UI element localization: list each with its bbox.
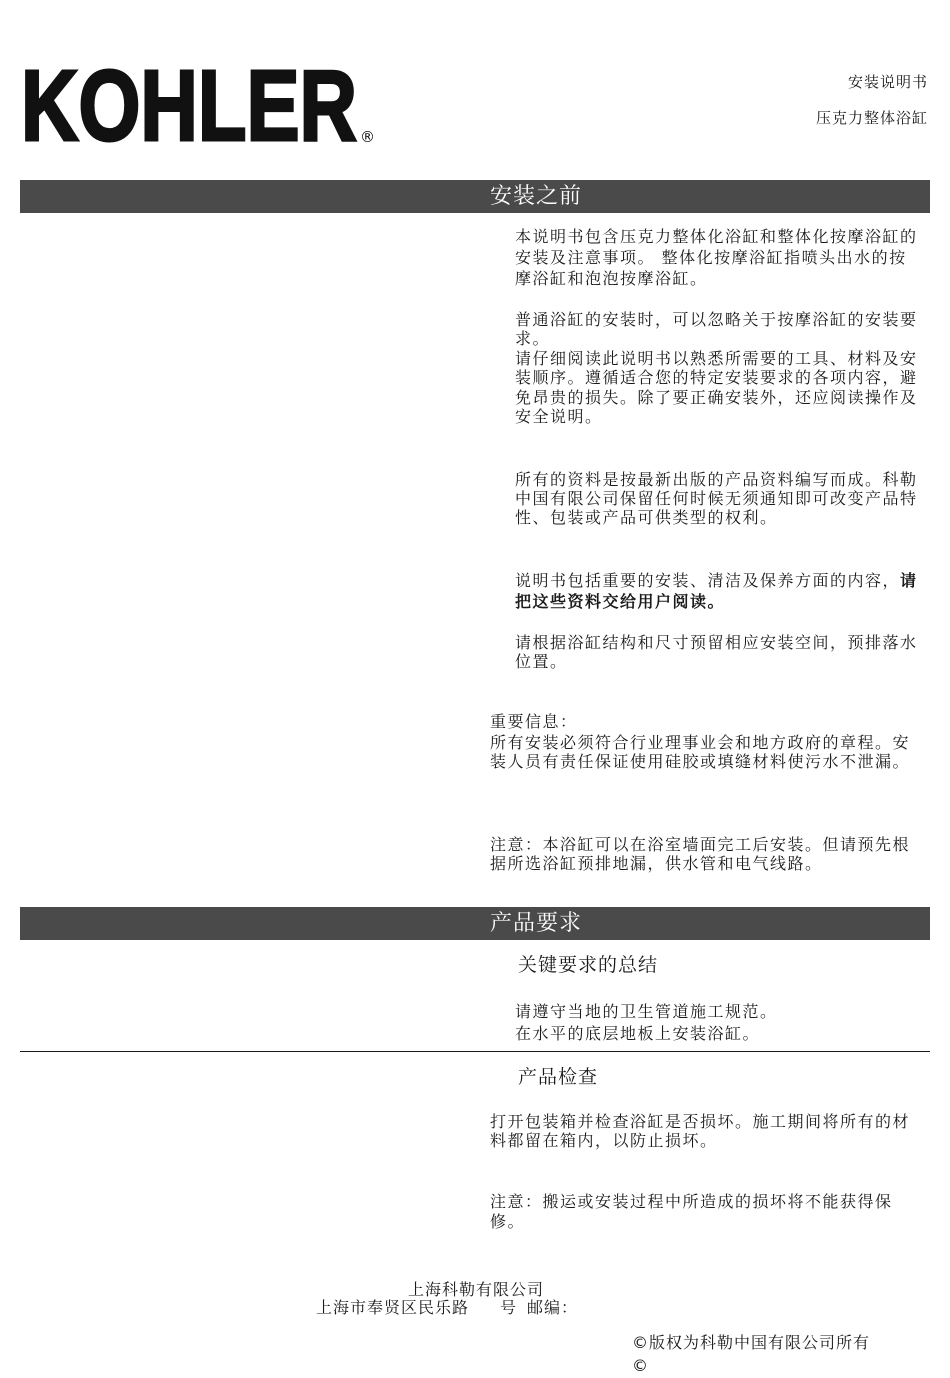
text-line: 请仔细阅读此说明书以熟悉所需要的工具、材料及安 [515,348,918,368]
text-line: 打开包装箱并检查浴缸是否损坏。施工期间将所有的材 [490,1112,911,1131]
text-line: 请根据浴缸结构和尺寸预留相应安装空间，预排落水 [515,633,918,652]
footer-postcode: 邮编： [527,1298,579,1317]
section-title: 产品要求 [490,911,583,936]
footer-address-street: 上海市奉贤区民乐路 [316,1298,470,1317]
text-segment: 说明书包括重要的安装、清洁及保养方面的内容， [515,571,901,590]
text-line: 料都留在箱内，以防止损坏。 [490,1131,718,1150]
text-line: 位置。 [515,652,568,671]
reading-paragraph [515,310,918,426]
warranty-note [490,1192,893,1232]
text-line: 装人员有责任保证使用硅胶或填缝材料使污水不泄漏。 [490,752,911,771]
text-line: 安装及注意事项。 整体化按摩浴缸指喷头出水的按 [515,248,907,267]
product-name: 压克力整体浴缸 [815,109,928,127]
text-line: 所有安装必须符合行业理事业会和地方政府的章程。安 [490,733,911,752]
text-line: 摩浴缸和泡泡按摩浴缸。 [515,269,708,288]
note-paragraph [490,835,910,873]
footer-copyright: ©版权为科勒中国有限公司所有 [632,1333,871,1352]
handover-paragraph [515,570,918,612]
divider [20,1051,930,1052]
space-paragraph [515,633,918,671]
emphasis-line: 把这些资料交给用户阅读。 [515,592,726,611]
list-item: 在水平的底层地板上安装浴缸。 [515,1024,761,1043]
text-line: 所有的资料是按最新出版的产品资料编写而成。科勒 [515,470,918,489]
inspection-heading: 产品检查 [518,1066,599,1088]
important-label: 重要信息： [490,712,578,731]
summary-list [515,1001,778,1045]
logo-wordmark: KOHLER [21,60,357,150]
text-line: 本说明书包含压克力整体化浴缸和整体化按摩浴缸的 [515,227,918,246]
inspection-paragraph [490,1112,910,1150]
intro-paragraph [515,226,918,289]
kohler-logo [20,60,390,150]
text-line: 据所选浴缸预排地漏，供水管和电气线路。 [490,854,823,873]
text-line: 注意：搬运或安装过程中所造成的损坏将不能获得保 [490,1192,893,1211]
text-line: 免昂贵的损失。除了要正确安装外，还应阅读操作及 [515,387,918,407]
text-line: 装顺序。遵循适合您的特定安装要求的各项内容，避 [515,368,918,388]
text-line: 中国有限公司保留任何时候无须通知即可改变产品特 [515,489,918,508]
section-bar-before-install [20,180,930,213]
list-item: 请遵守当地的卫生管道施工规范。 [515,1002,778,1021]
text-line: 普通浴缸的安装时，可以忽略关于按摩浴缸的安装要 [515,310,918,329]
footer-address-number: 号 [500,1298,518,1317]
text-line: 注意：本浴缸可以在浴室墙面完工后安装。但请预先根 [490,835,911,854]
section-bar-requirements [20,907,930,940]
footer-copyright-mark: © [632,1356,649,1375]
emphasis-text: 请 [900,571,918,590]
summary-heading: 关键要求的总结 [518,954,659,976]
text-line [515,570,918,591]
important-paragraph [490,733,910,771]
section-title: 安装之前 [490,184,583,209]
text-line: 修。 [490,1212,526,1231]
disclaimer-paragraph [515,470,918,527]
text-line: 求。 [515,329,551,349]
text-line: 性、包装或产品可供类型的权利。 [515,508,778,527]
text-line: 安全说明。 [515,407,603,427]
footer-company: 上海科勒有限公司 [407,1280,544,1299]
registered-mark: ® [360,128,375,146]
doc-type: 安装说明书 [847,73,928,91]
